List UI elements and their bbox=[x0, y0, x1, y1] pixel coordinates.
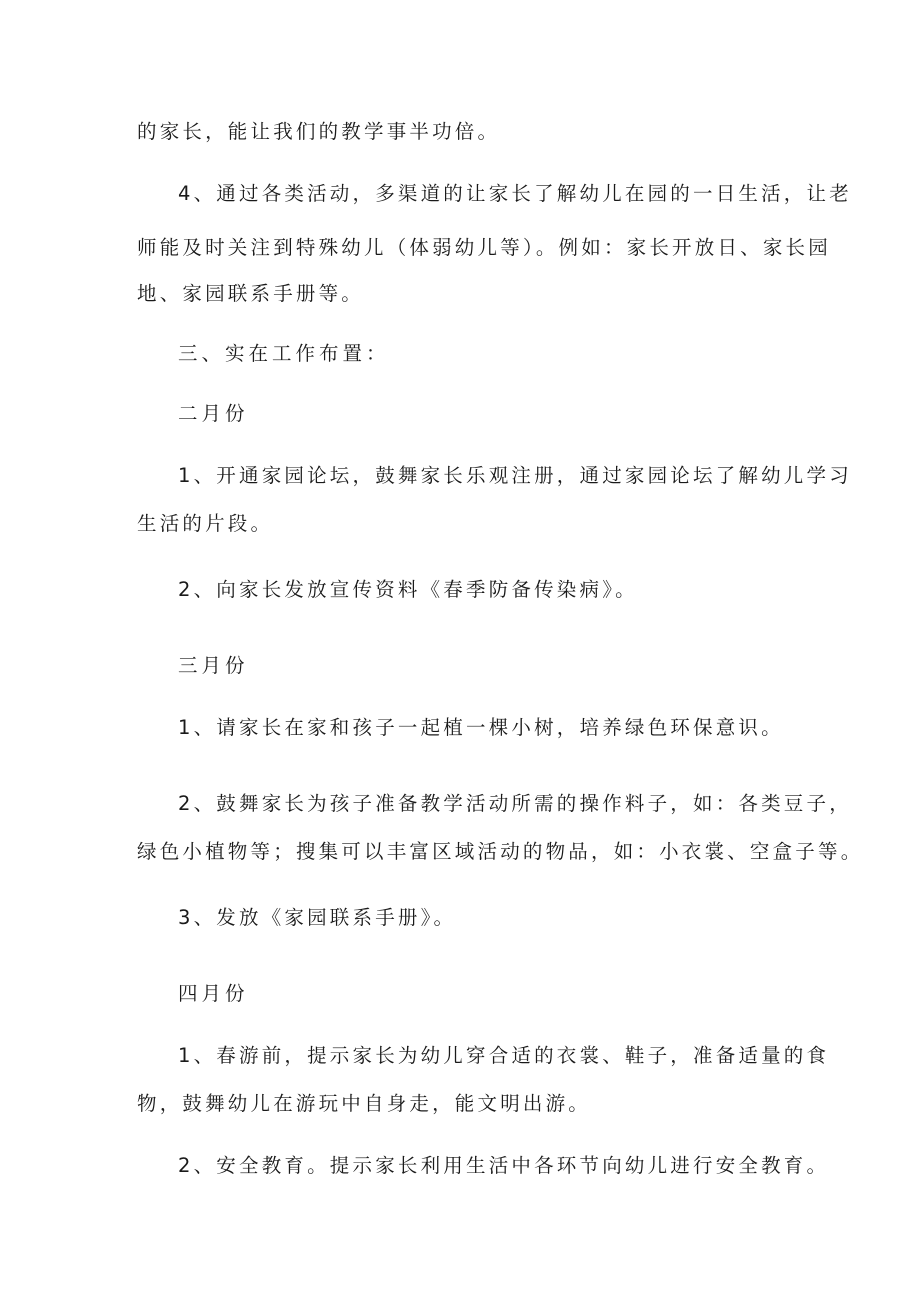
paragraph-line: 3、发放《家园联系手册》。 bbox=[178, 906, 457, 929]
paragraph-line: 1、开通家园论坛，鼓舞家长乐观注册，通过家园论坛了解幼儿学习 bbox=[178, 464, 852, 487]
paragraph-line: 2、鼓舞家长为孩子准备教学活动所需的操作料子，如：各类豆子， bbox=[178, 792, 852, 815]
paragraph-line: 绿色小植物等；搜集可以丰富区域活动的物品，如：小衣裳、空盒子等。 bbox=[137, 840, 864, 863]
paragraph-line: 1、请家长在家和孩子一起植一棵小树，培养绿色环保意识。 bbox=[178, 716, 784, 739]
paragraph-line: 1、春游前，提示家长为幼儿穿合适的衣裳、鞋子，准备适量的食 bbox=[178, 1044, 830, 1067]
paragraph-line: 生活的片段。 bbox=[137, 512, 274, 535]
paragraph-line: 2、向家长发放宣传资料《春季防备传染病》。 bbox=[178, 578, 638, 601]
paragraph-line: 4、通过各类活动，多渠道的让家长了解幼儿在园的一日生活，让老 bbox=[178, 182, 852, 205]
paragraph-line: 地、家园联系手册等。 bbox=[137, 282, 365, 305]
month-heading: 二月份 bbox=[178, 402, 249, 425]
paragraph-line: 2、安全教育。提示家长利用生活中各环节向幼儿进行安全教育。 bbox=[178, 1154, 830, 1177]
month-heading: 三月份 bbox=[178, 654, 249, 677]
paragraph-line: 物，鼓舞幼儿在游玩中自身走，能文明出游。 bbox=[137, 1092, 592, 1115]
month-heading: 四月份 bbox=[178, 982, 249, 1005]
section-heading: 三、实在工作布置： bbox=[178, 342, 390, 365]
paragraph-line: 的家长，能让我们的教学事半功倍。 bbox=[137, 120, 501, 143]
paragraph-line: 师能及时关注到特殊幼儿（体弱幼儿等）。例如：家长开放日、家长园 bbox=[137, 236, 831, 259]
